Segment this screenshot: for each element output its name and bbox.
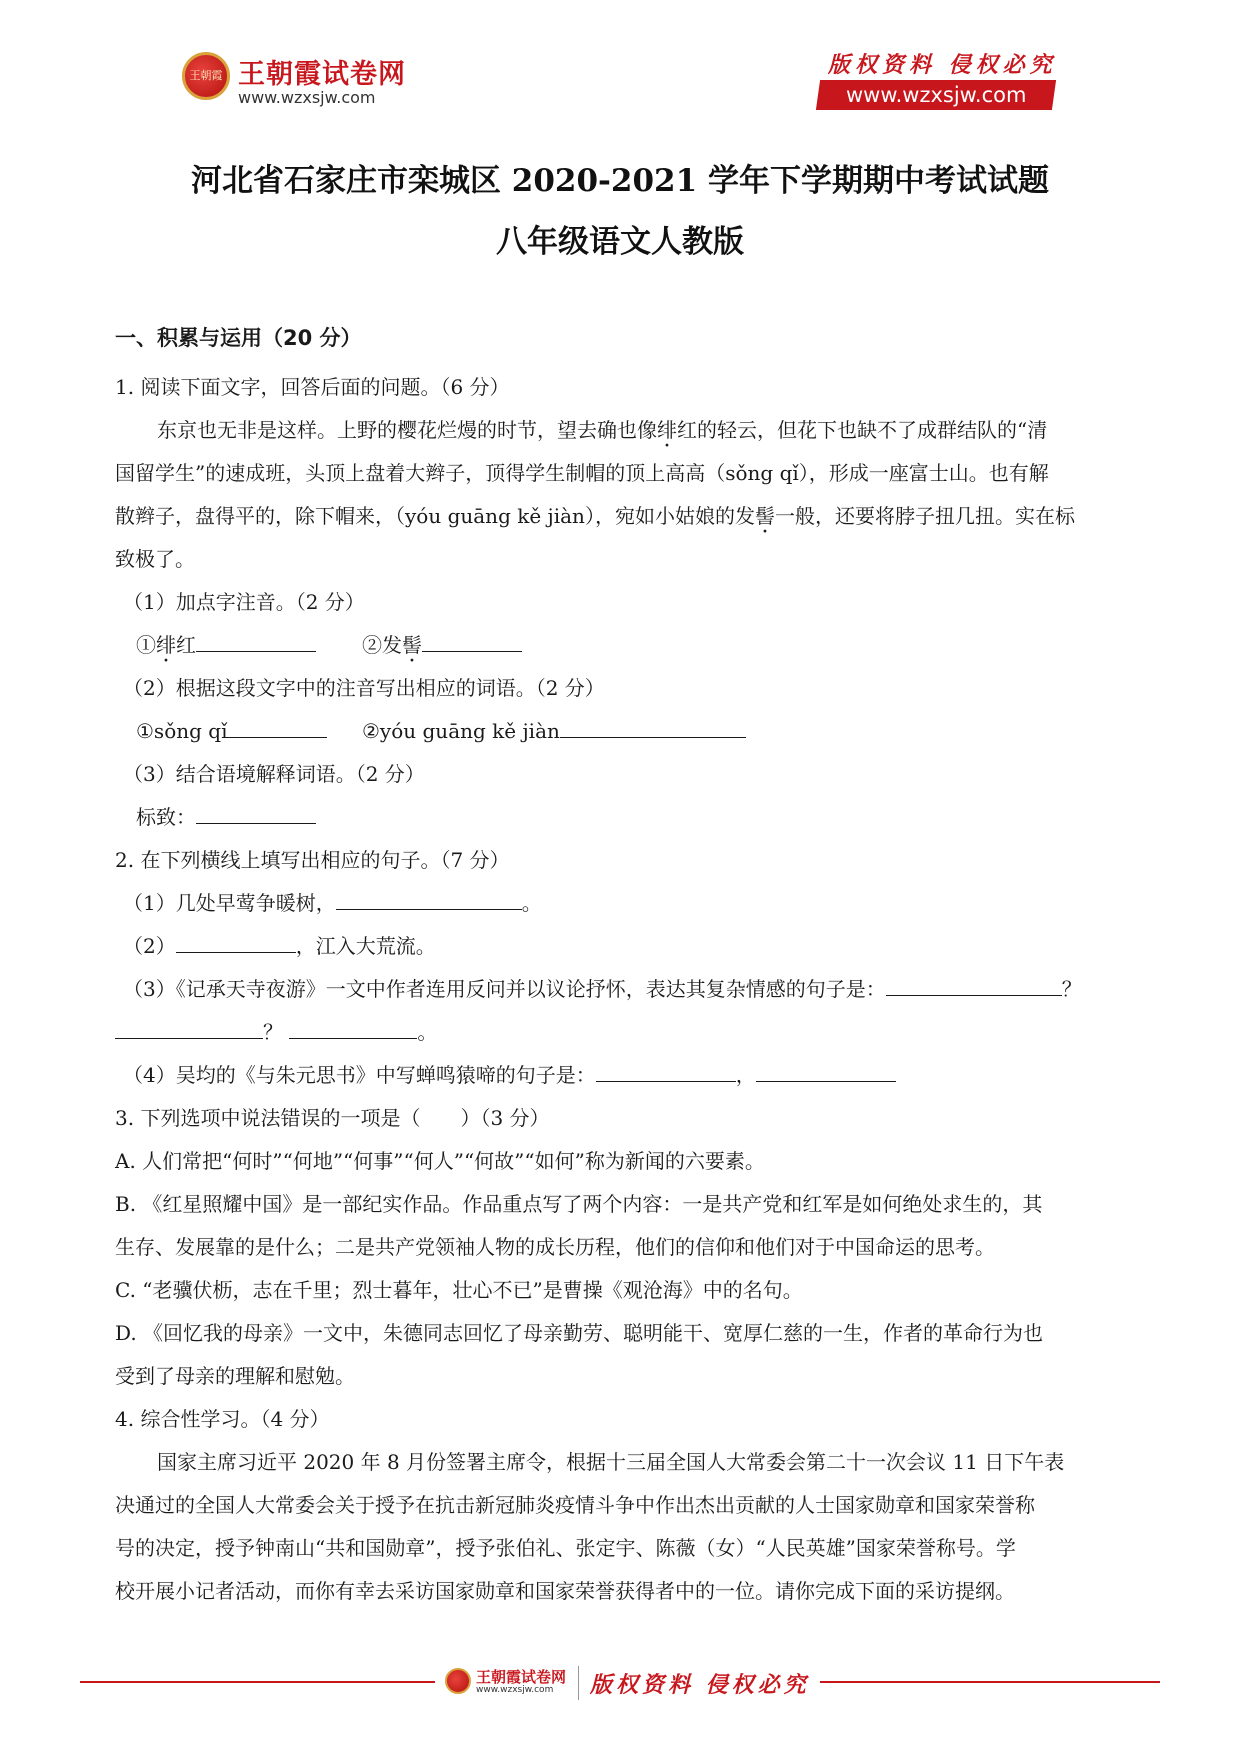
q2-s1-text: （1）几处早莺争暖树， <box>123 891 336 915</box>
q1-prompt: 1. 阅读下面文字，回答后面的问题。（6 分） <box>115 375 510 399</box>
q2-s4 <box>123 1061 896 1089</box>
answer-blank[interactable] <box>289 1018 417 1039</box>
q1-sub2: （2）根据这段文字中的注音写出相应的词语。（2 分） <box>123 676 605 700</box>
footer-logo-icon <box>445 1668 471 1694</box>
q4-paragraph-line: 国家主席习近平 2020 年 8 月份签署主席令，根据十三届全国人大常委会第二十一次会议 11 日下午表 <box>157 1450 1065 1474</box>
page-subtitle: 八年级语文人教版 <box>496 224 744 260</box>
answer-blank[interactable] <box>596 1061 736 1082</box>
page-title: 河北省石家庄市栾城区 2020-2021 学年下学期期中考试试题 <box>190 163 1049 199</box>
q2-s4-comma: ， <box>735 1063 756 1087</box>
q2-s3-q2: ？ <box>263 1020 283 1044</box>
q1-passage-line: 散辫子，盘得平的，除下帽来，（yóu guāng kě jiàn），宛如小姑娘的发髻一般，还要将脖子扭几扭。实在标 <box>115 504 1075 528</box>
answer-blank[interactable] <box>196 803 316 824</box>
q3-option-a: A. 人们常把“何时”“何地”“何事”“何人”“何故”“如何”称为新闻的六要素。 <box>115 1149 765 1173</box>
q2-s2 <box>123 932 436 960</box>
q1-sub2-b-label: ②yóu guāng kě jiàn <box>362 719 560 743</box>
q2-s3-end: 。 <box>417 1020 438 1044</box>
answer-blank[interactable] <box>227 717 327 738</box>
answer-blank[interactable] <box>422 631 522 652</box>
q1-sub1-b: ②发髻 <box>362 631 522 659</box>
answer-blank[interactable] <box>336 889 522 910</box>
logo-name: 王朝霞试卷网 <box>238 59 406 90</box>
q3-option-c: C. “老骥伏枥，志在千里；烈士暮年，壮心不已”是曹操《观沧海》中的名句。 <box>115 1278 803 1302</box>
footer-divider <box>578 1666 579 1700</box>
footer-rule-right <box>820 1681 1160 1683</box>
q2-s3-cont <box>115 1018 437 1046</box>
logo-url[interactable]: www.wzxsjw.com <box>238 88 376 107</box>
q2-prompt: 2. 在下列横线上填写出相应的句子。（7 分） <box>115 848 510 872</box>
answer-blank[interactable] <box>176 932 296 953</box>
answer-blank[interactable] <box>115 1018 263 1039</box>
footer-rule-left <box>80 1681 435 1683</box>
q1-sub2-a-label: ①sǒng qǐ <box>136 719 228 743</box>
url-banner[interactable] <box>816 80 1056 110</box>
q1-passage-line: 致极了。 <box>115 547 195 571</box>
q1-sub1-a: ①绯红 <box>136 631 316 659</box>
q1-sub2-a <box>136 717 327 745</box>
answer-blank[interactable] <box>756 1061 896 1082</box>
q4-prompt: 4. 综合性学习。（4 分） <box>115 1407 330 1431</box>
footer-url[interactable]: www.wzxsjw.com <box>476 1685 554 1695</box>
footer-logo-name: 王朝霞试卷网 <box>476 1668 567 1686</box>
q2-s4-text: （4）吴均的《与朱元思书》中写蝉鸣猿啼的句子是： <box>123 1063 596 1087</box>
logo-seal <box>182 52 230 100</box>
q2-s3 <box>123 975 1082 1003</box>
answer-blank[interactable] <box>196 631 316 652</box>
q2-s1-end: 。 <box>521 891 542 915</box>
q1-passage-line: 东京也无非是这样。上野的樱花烂熳的时节，望去确也像绯红的轻云，但花下也缺不了成群结队的“清 <box>157 418 1048 442</box>
q2-s2-end: ，江入大荒流。 <box>295 934 436 958</box>
copyright-notice: 版权资料 侵权必究 <box>828 52 1057 78</box>
q2-s2-text: （2） <box>123 934 176 958</box>
answer-blank[interactable] <box>886 975 1062 996</box>
q4-paragraph-line: 校开展小记者活动，而你有幸去采访国家勋章和国家荣誉获得者中的一位。请你完成下面的采访提纲。 <box>115 1579 1015 1603</box>
q3-option-b: B. 《红星照耀中国》是一部纪实作品。作品重点写了两个内容：一是共产党和红军是如何绝处求生的，其 <box>115 1192 1043 1216</box>
section-heading: 一、积累与运用（20 分） <box>115 326 362 350</box>
q1-sub1: （1）加点字注音。（2 分） <box>123 590 365 614</box>
q1-passage-line: 国留学生”的速成班，头顶上盘着大辫子，顶得学生制帽的顶上高高（sǒng qǐ），形成一座富士山。也有解 <box>115 461 1049 485</box>
q2-s3-q: ？ <box>1061 977 1082 1001</box>
q2-s1 <box>123 889 542 917</box>
q4-paragraph-line: 决通过的全国人大常委会关于授予在抗击新冠肺炎疫情斗争中作出杰出贡献的人士国家勋章和国家荣誉称 <box>115 1493 1035 1517</box>
q4-paragraph-line: 号的决定，授予钟南山“共和国勋章”，授予张伯礼、张定宇、陈薇（女）“人民英雄”国家荣誉称号。学 <box>115 1536 1016 1560</box>
q3-option-b-cont: 生存、发展靠的是什么；二是共产党领袖人物的成长历程，他们的信仰和他们对于中国命运的思考。 <box>115 1235 995 1259</box>
q1-sub3-a <box>136 803 316 831</box>
q1-sub3: （3）结合语境解释词语。（2 分） <box>123 762 425 786</box>
q3-option-d-cont: 受到了母亲的理解和慰勉。 <box>115 1364 355 1388</box>
q1-sub3-a-label: 标致： <box>136 805 196 829</box>
q1-sub2-b <box>362 717 746 745</box>
q3-option-d: D. 《回忆我的母亲》一文中，朱德同志回忆了母亲勤劳、聪明能干、宽厚仁慈的一生，作者的革命行为也 <box>115 1321 1044 1345</box>
logo-seal-text: 王朝霞 <box>189 69 223 83</box>
q2-s3-text: （3）《记承天寺夜游》一文中作者连用反问并以议论抒怀，表达其复杂情感的句子是： <box>123 977 886 1001</box>
answer-blank[interactable] <box>560 717 746 738</box>
url-banner-text: www.wzxsjw.com <box>845 83 1027 107</box>
q3-prompt: 3. 下列选项中说法错误的一项是（ ）（3 分） <box>115 1106 550 1130</box>
footer-copyright: 版权资料 侵权必究 <box>590 1672 810 1698</box>
